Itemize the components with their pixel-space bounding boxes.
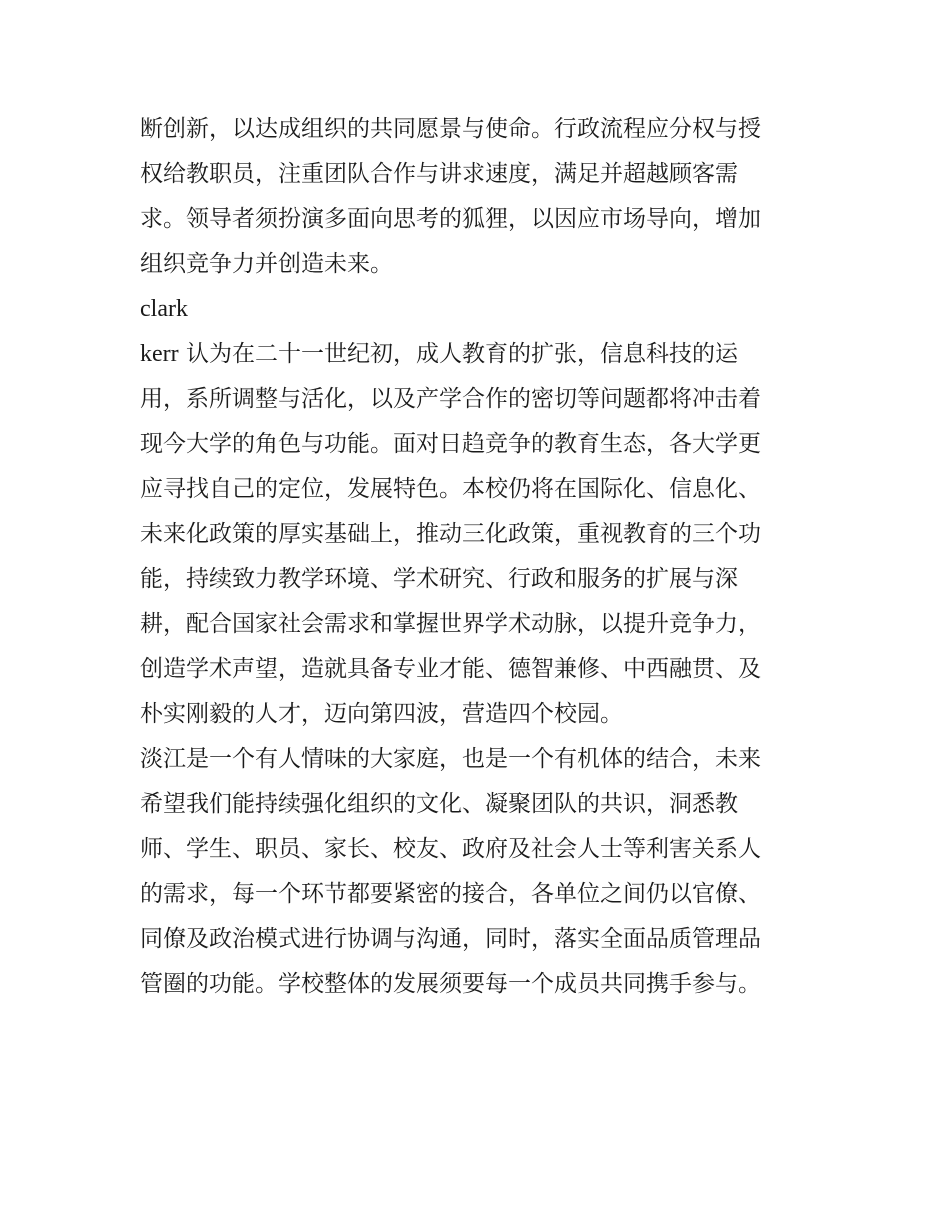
text-line: 权给教职员，注重团队合作与讲求速度，满足并超越顾客需 xyxy=(140,161,738,187)
text-line: 的需求，每一个环节都要紧密的接合，各单位之间仍以官僚、 xyxy=(140,881,761,907)
text-line: 师、学生、职员、家长、校友、政府及社会人士等利害关系人 xyxy=(140,836,761,862)
text-line: 淡江是一个有人情味的大家庭，也是一个有机体的结合，未来 xyxy=(140,746,761,772)
text-line xyxy=(140,332,820,377)
text-line: 朴实刚毅的人才，迈向第四波，营造四个校园。 xyxy=(140,701,623,727)
first-line-rest: 认为在二十一世纪初，成人教育的扩张，信息科技的运 xyxy=(178,341,738,367)
text-line: 同僚及政治模式进行协调与沟通，同时，落实全面品质管理品 xyxy=(140,926,761,952)
text-line: 应寻找自己的定位，发展特色。本校仍将在国际化、信息化、 xyxy=(140,476,761,502)
text-line: 希望我们能持续强化组织的文化、凝聚团队的共识，洞悉教 xyxy=(140,791,738,817)
paragraph-2 xyxy=(140,332,820,737)
text-line: 创造学术声望，造就具备专业才能、德智兼修、中西融贯、及 xyxy=(140,656,761,682)
text-line: 能，持续致力教学环境、学术研究、行政和服务的扩展与深 xyxy=(140,566,738,592)
paragraph-3 xyxy=(140,737,820,1007)
text-line: 求。领导者须扮演多面向思考的狐狸，以因应市场导向，增加 xyxy=(140,206,761,232)
document-body xyxy=(140,107,820,1007)
text-line: 未来化政策的厚实基础上，推动三化政策，重视教育的三个功 xyxy=(140,521,761,547)
name-line: clark xyxy=(140,296,188,322)
text-line: 组织竞争力并创造未来。 xyxy=(140,251,393,277)
text-line: 断创新，以达成组织的共同愿景与使命。行政流程应分权与授 xyxy=(140,116,761,142)
text-line: 管圈的功能。学校整体的发展须要每一个成员共同携手参与。 xyxy=(140,971,761,997)
lead-word: kerr xyxy=(140,341,179,367)
text-line: 现今大学的角色与功能。面对日趋竞争的教育生态，各大学更 xyxy=(140,431,761,457)
text-line: 用，系所调整与活化，以及产学合作的密切等问题都将冲击着 xyxy=(140,386,761,412)
paragraph-1 xyxy=(140,107,820,287)
text-line: 耕，配合国家社会需求和掌握世界学术动脉，以提升竞争力， xyxy=(140,611,761,637)
